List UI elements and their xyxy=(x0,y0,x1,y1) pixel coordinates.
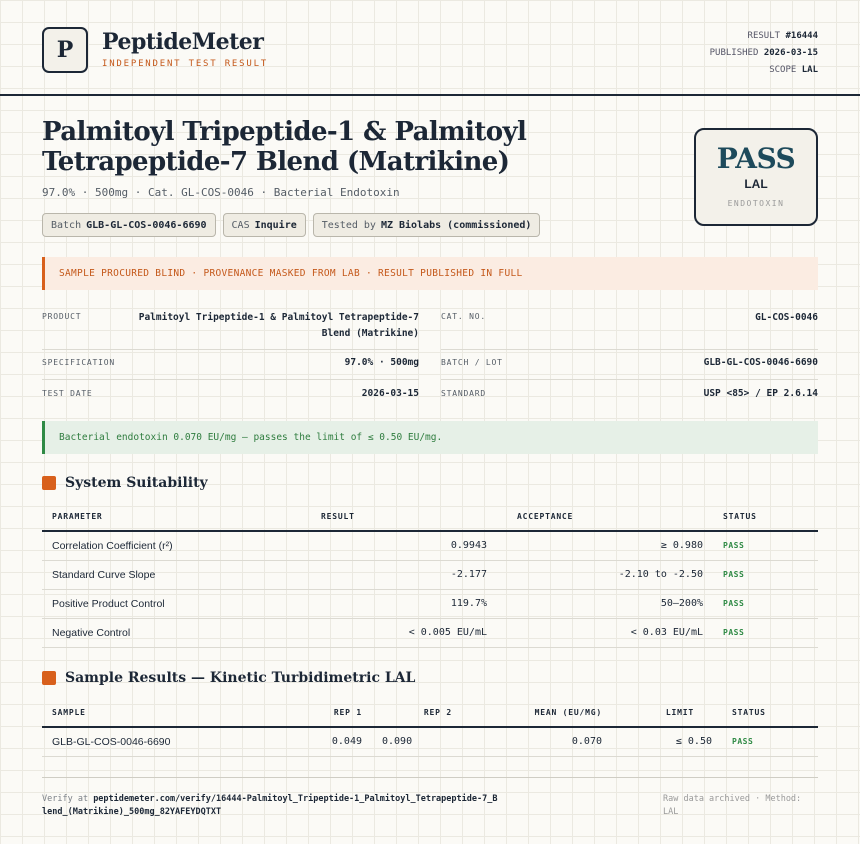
info-test-date xyxy=(42,380,419,410)
date-value: 2026-03-15 xyxy=(361,388,419,399)
catno-label: CAT. NO. xyxy=(441,312,486,321)
suitability-title-text: System Suitability xyxy=(65,475,208,491)
rep1-cell: 0.049 xyxy=(276,727,372,756)
verdict-card xyxy=(694,128,818,226)
scope-value: LAL xyxy=(801,65,818,75)
logo-mark: P xyxy=(42,27,88,73)
limit-cell: ≤ 0.50 xyxy=(612,727,722,756)
table-row xyxy=(42,531,818,560)
standard-value: USP <85> / EP 2.6.14 xyxy=(703,388,818,399)
cas-chip-value: Inquire xyxy=(254,219,297,231)
product-value: Palmitoyl Tripeptide-1 & Palmitoyl Tetrapeptide-7 Blend (Matrikine) xyxy=(138,312,419,339)
batch-chip xyxy=(42,213,216,237)
col-rep2: REP 2 xyxy=(372,698,462,727)
col-status: STATUS xyxy=(722,698,818,727)
footer-divider xyxy=(42,777,818,778)
info-product xyxy=(42,306,419,350)
product-label: PRODUCT xyxy=(42,312,82,321)
status-badge: PASS xyxy=(713,560,818,589)
batch-chip-label: Batch xyxy=(51,219,82,231)
param-cell: Positive Product Control xyxy=(42,589,297,618)
cas-chip-label: CAS xyxy=(231,219,250,231)
tested-by-chip-value: MZ Biolabs (commissioned) xyxy=(380,219,532,231)
report-header xyxy=(0,0,860,96)
info-specification xyxy=(42,350,419,380)
result-cell: -2.177 xyxy=(297,560,497,589)
published-label: PUBLISHED xyxy=(709,48,759,58)
samples-section-title xyxy=(42,670,415,686)
samples-table xyxy=(42,698,818,757)
cas-chip xyxy=(223,213,306,237)
table-header-row xyxy=(42,698,818,727)
acceptance-cell: < 0.03 EU/mL xyxy=(497,618,713,647)
raw-data-note: Raw data archived · Method: LAL xyxy=(663,794,802,817)
col-mean: MEAN (EU/MG) xyxy=(462,698,612,727)
blind-notice-banner: SAMPLE PROCURED BLIND · PROVENANCE MASKED FROM LAB · RESULT PUBLISHED IN FULL xyxy=(42,257,818,290)
scope-label: SCOPE xyxy=(769,65,797,75)
table-row xyxy=(42,589,818,618)
verify-label: Verify at xyxy=(42,794,89,804)
section-marker-icon xyxy=(42,476,56,490)
result-summary-banner: Bacterial endotoxin 0.070 EU/mg — passes the limit of ≤ 0.50 EU/mg. xyxy=(42,421,818,454)
col-sample: SAMPLE xyxy=(42,698,276,727)
col-status: STATUS xyxy=(713,502,818,531)
param-cell: Standard Curve Slope xyxy=(42,560,297,589)
col-parameter: PARAMETER xyxy=(42,502,297,531)
standard-label: STANDARD xyxy=(441,389,486,398)
tested-by-chip-label: Tested by xyxy=(321,219,376,231)
result-cell: 119.7% xyxy=(297,589,497,618)
tested-by-chip xyxy=(313,213,541,237)
samples-title-text: Sample Results — Kinetic Turbidimetric LAL xyxy=(65,670,416,686)
status-badge: PASS xyxy=(713,589,818,618)
section-marker-icon xyxy=(42,671,56,685)
status-badge: PASS xyxy=(713,618,818,647)
col-result: RESULT xyxy=(297,502,497,531)
info-standard xyxy=(441,380,818,410)
table-row xyxy=(42,618,818,647)
info-batch xyxy=(441,350,818,380)
report-meta xyxy=(710,28,818,79)
param-cell: Negative Control xyxy=(42,618,297,647)
batch-label: BATCH / LOT xyxy=(441,358,503,367)
page-title: Palmitoyl Tripeptide-1 & Palmitoyl Tetrapeptide-7 Blend (Matrikine) xyxy=(42,117,527,177)
brand-tagline: INDEPENDENT TEST RESULT xyxy=(102,59,269,69)
spec-label: SPECIFICATION xyxy=(42,358,116,367)
catno-value: GL-COS-0046 xyxy=(755,312,818,323)
table-row xyxy=(42,727,818,756)
col-rep1: REP 1 xyxy=(276,698,372,727)
result-number: #16444 xyxy=(785,31,818,41)
verdict-category: ENDOTOXIN xyxy=(727,199,785,208)
col-limit: LIMIT xyxy=(612,698,722,727)
status-badge: PASS xyxy=(722,727,818,756)
acceptance-cell: 50–200% xyxy=(497,589,713,618)
product-subline: 97.0% · 500mg · Cat. GL-COS-0046 · Bacterial Endotoxin xyxy=(42,186,400,199)
batch-chip-value: GLB-GL-COS-0046-6690 xyxy=(86,219,207,231)
verify-link[interactable]: peptidemeter.com/verify/16444-Palmitoyl_Tripeptide-1_Palmitoyl_Tetrapeptide-7_Blend_(Matrikine)_500mg_82YAFEYDQTXT xyxy=(42,794,498,817)
param-cell: Correlation Coefficient (r²) xyxy=(42,531,297,560)
info-catno xyxy=(441,306,818,350)
table-row xyxy=(42,560,818,589)
verdict-method: LAL xyxy=(744,177,768,191)
result-label: RESULT xyxy=(747,31,781,41)
verify-note xyxy=(42,793,502,819)
result-cell: 0.9943 xyxy=(297,531,497,560)
mean-cell: 0.070 xyxy=(462,727,612,756)
product-chips xyxy=(42,213,540,237)
acceptance-cell: ≥ 0.980 xyxy=(497,531,713,560)
sample-cell: GLB-GL-COS-0046-6690 xyxy=(42,727,276,756)
status-badge: PASS xyxy=(713,531,818,560)
acceptance-cell: -2.10 to -2.50 xyxy=(497,560,713,589)
suitability-section-title xyxy=(42,475,208,491)
result-cell: < 0.005 EU/mL xyxy=(297,618,497,647)
verdict-word: PASS xyxy=(716,142,796,175)
date-label: TEST DATE xyxy=(42,389,93,398)
suitability-table xyxy=(42,502,818,648)
spec-value: 97.0% · 500mg xyxy=(344,357,419,368)
published-date: 2026-03-15 xyxy=(763,48,818,58)
col-acceptance: ACCEPTANCE xyxy=(497,502,713,531)
brand-name: PeptideMeter xyxy=(102,29,264,55)
batch-value: GLB-GL-COS-0046-6690 xyxy=(703,357,818,368)
rep2-cell: 0.090 xyxy=(372,727,462,756)
table-header-row xyxy=(42,502,818,531)
